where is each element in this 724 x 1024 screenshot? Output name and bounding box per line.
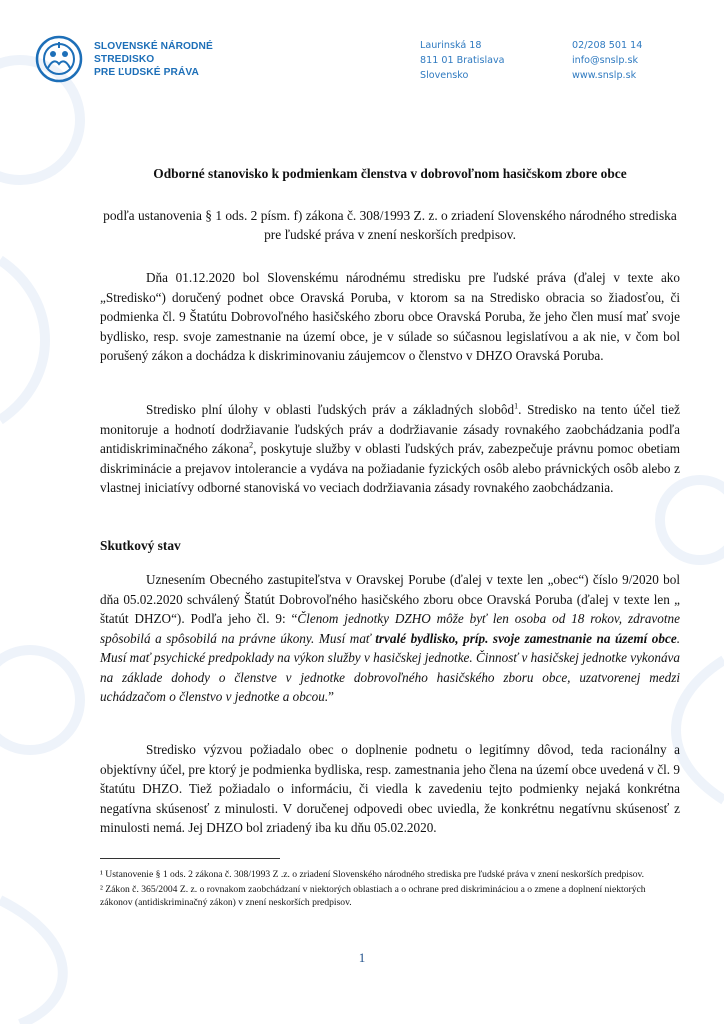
document-subtitle: podľa ustanovenia § 1 ods. 2 písm. f) zákona č. 308/1993 Z. z. o zriadení Slovenského národného strediska pre ľudské práva v znení neskorších predpisov. — [103, 208, 677, 242]
address-block — [420, 38, 505, 83]
letterhead — [0, 0, 724, 100]
org-name-line-1: SLOVENSKÉ NÁRODNÉ — [94, 41, 213, 52]
contact-email[interactable]: info@snslp.sk — [572, 55, 639, 66]
paragraph-intro: Dňa 01.12.2020 bol Slovenskému národnému stredisku pre ľudské práva (ďalej v texte ako „Stredisko“) doručený podnet obce Oravská Poruba, v ktorom sa na Stredisko obracia so žiadosťou, či podmienka čl. 9 Štatútu Dobrovoľného hasičského zboru obce Oravská Poruba, že jeho člen musí mať svoje bydlisko, resp. svoje zamestnanie na území obce, je v súlade so súčasnou legislatívou a ak nie, v čom bol porušený zákon a dochádza k diskriminovaniu záujemcov o členstvo v DHZO Oravská Poruba. — [100, 270, 680, 363]
paragraph-facts — [100, 570, 680, 707]
statute-quote-emphasis: trvalé bydlisko, príp. svoje zamestnanie na území obce — [375, 630, 677, 646]
org-name-line-3: PRE ĽUDSKÉ PRÁVA — [94, 67, 199, 78]
address-country: Slovensko — [420, 70, 469, 81]
footnote-1: ¹ Ustanovenie § 1 ods. 2 zákona č. 308/1993 Z .z. o zriadení Slovenského národného strediska pre ľudské práva v znení neskorších predpisov. — [100, 869, 645, 880]
paragraph-mandate-text-b: . Stredisko na tento účel tiež monitoruje a hodnotí dodržiavanie ľudských práv a dodržiavanie zásady rovnakého zaobchádzania podľa antidiskriminačného zákona — [100, 402, 680, 456]
paragraph-request: Stredisko výzvou požiadalo obec o doplnenie podnetu o legitímny dôvod, teda racionálny a objektívny účel, pre ktorý je podmienka bydliska, resp. zamestnania jeho člena na území obce uvedená v čl. 9 štatútu DHZO. Tiež požiadalo o informáciu, či viedla k zavedeniu tejto podmienky nejaká konkrétna negatívna skúsenosť z minulosti. V doručenej odpovedi obec uviedla, že konkrétnu negatívnu skúsenosť z minulosti nemá. Jej DHZO bol zriadený iba ku dňu 05.02.2020. — [100, 742, 680, 835]
footnote-ref-2[interactable]: 2 — [249, 440, 254, 450]
section-heading: Skutkový stav — [100, 538, 181, 553]
organization-logo — [34, 34, 84, 84]
footnote-2: ² Zákon č. 365/2004 Z. z. o rovnakom zaobchádzaní v niektorých oblastiach a o ochrane pred diskrimináciou a o zmene a doplnení niektorých zákonov (antidiskriminačný zákon) v znení neskorších predpisov. — [100, 884, 646, 908]
document-title: Odborné stanovisko k podmienkam členstva v dobrovoľnom hasičskom zbore obce — [153, 166, 627, 181]
paragraph-facts-intro: Uznesením Obecného zastupiteľstva v Oravskej Porube (ďalej v texte len „obec“) číslo 9/2020 bol dňa 05.02.2020 schválený Štatút Dobrovoľného hasičského zboru obce Oravská Poruba (ďalej v texte len „ štatút DHZO“). Podľa jeho čl. 9: “ — [100, 572, 680, 626]
statute-quote-part-1: Členom jednotky DZHO môže byť len osoba od 18 rokov, zdravotne spôsobilá a spôsobilá na právne úkony. Musí mať — [100, 611, 680, 646]
contact-website[interactable]: www.snslp.sk — [572, 70, 637, 81]
paragraph-mandate-text-c: , poskytuje služby v oblasti ľudských práv, zabezpečuje právnu pomoc obetiam diskriminácie a prejavov intolerancie a vydáva na požiadanie fyzických osôb alebo právnických osôb alebo z vlastnej iniciatívy odborné stanoviská vo veciach dodržiavania zásady rovnakého zaobchádzania. — [100, 441, 680, 495]
org-name-line-2: STREDISKO — [94, 54, 155, 65]
footnote-ref-1[interactable]: 1 — [514, 401, 519, 411]
contact-block — [572, 38, 642, 83]
footnote-separator — [100, 858, 280, 859]
address-street: Laurinská 18 — [420, 40, 482, 51]
footnotes — [100, 868, 680, 911]
page-number: 1 — [358, 950, 366, 965]
address-city: 811 01 Bratislava — [420, 55, 505, 66]
statute-quote-close: ” — [328, 689, 335, 704]
contact-phone: 02/208 501 14 — [572, 40, 643, 51]
organization-name — [94, 40, 213, 79]
paragraph-mandate — [100, 400, 680, 498]
statute-quote-part-2: . Musí mať psychické predpoklady na výkon služby v hasičskej jednotke. Činnosť v hasičskej jednotke vykonáva na základe dohody o členstve v jednotke dobrovoľného hasičského zboru obce, uzatvorenej medzi uchádzačom o členstvo v jednotke a obcou. — [100, 630, 681, 704]
paragraph-mandate-text-a: Stredisko plní úlohy v oblasti ľudských práv a základných slobôd — [146, 402, 515, 417]
